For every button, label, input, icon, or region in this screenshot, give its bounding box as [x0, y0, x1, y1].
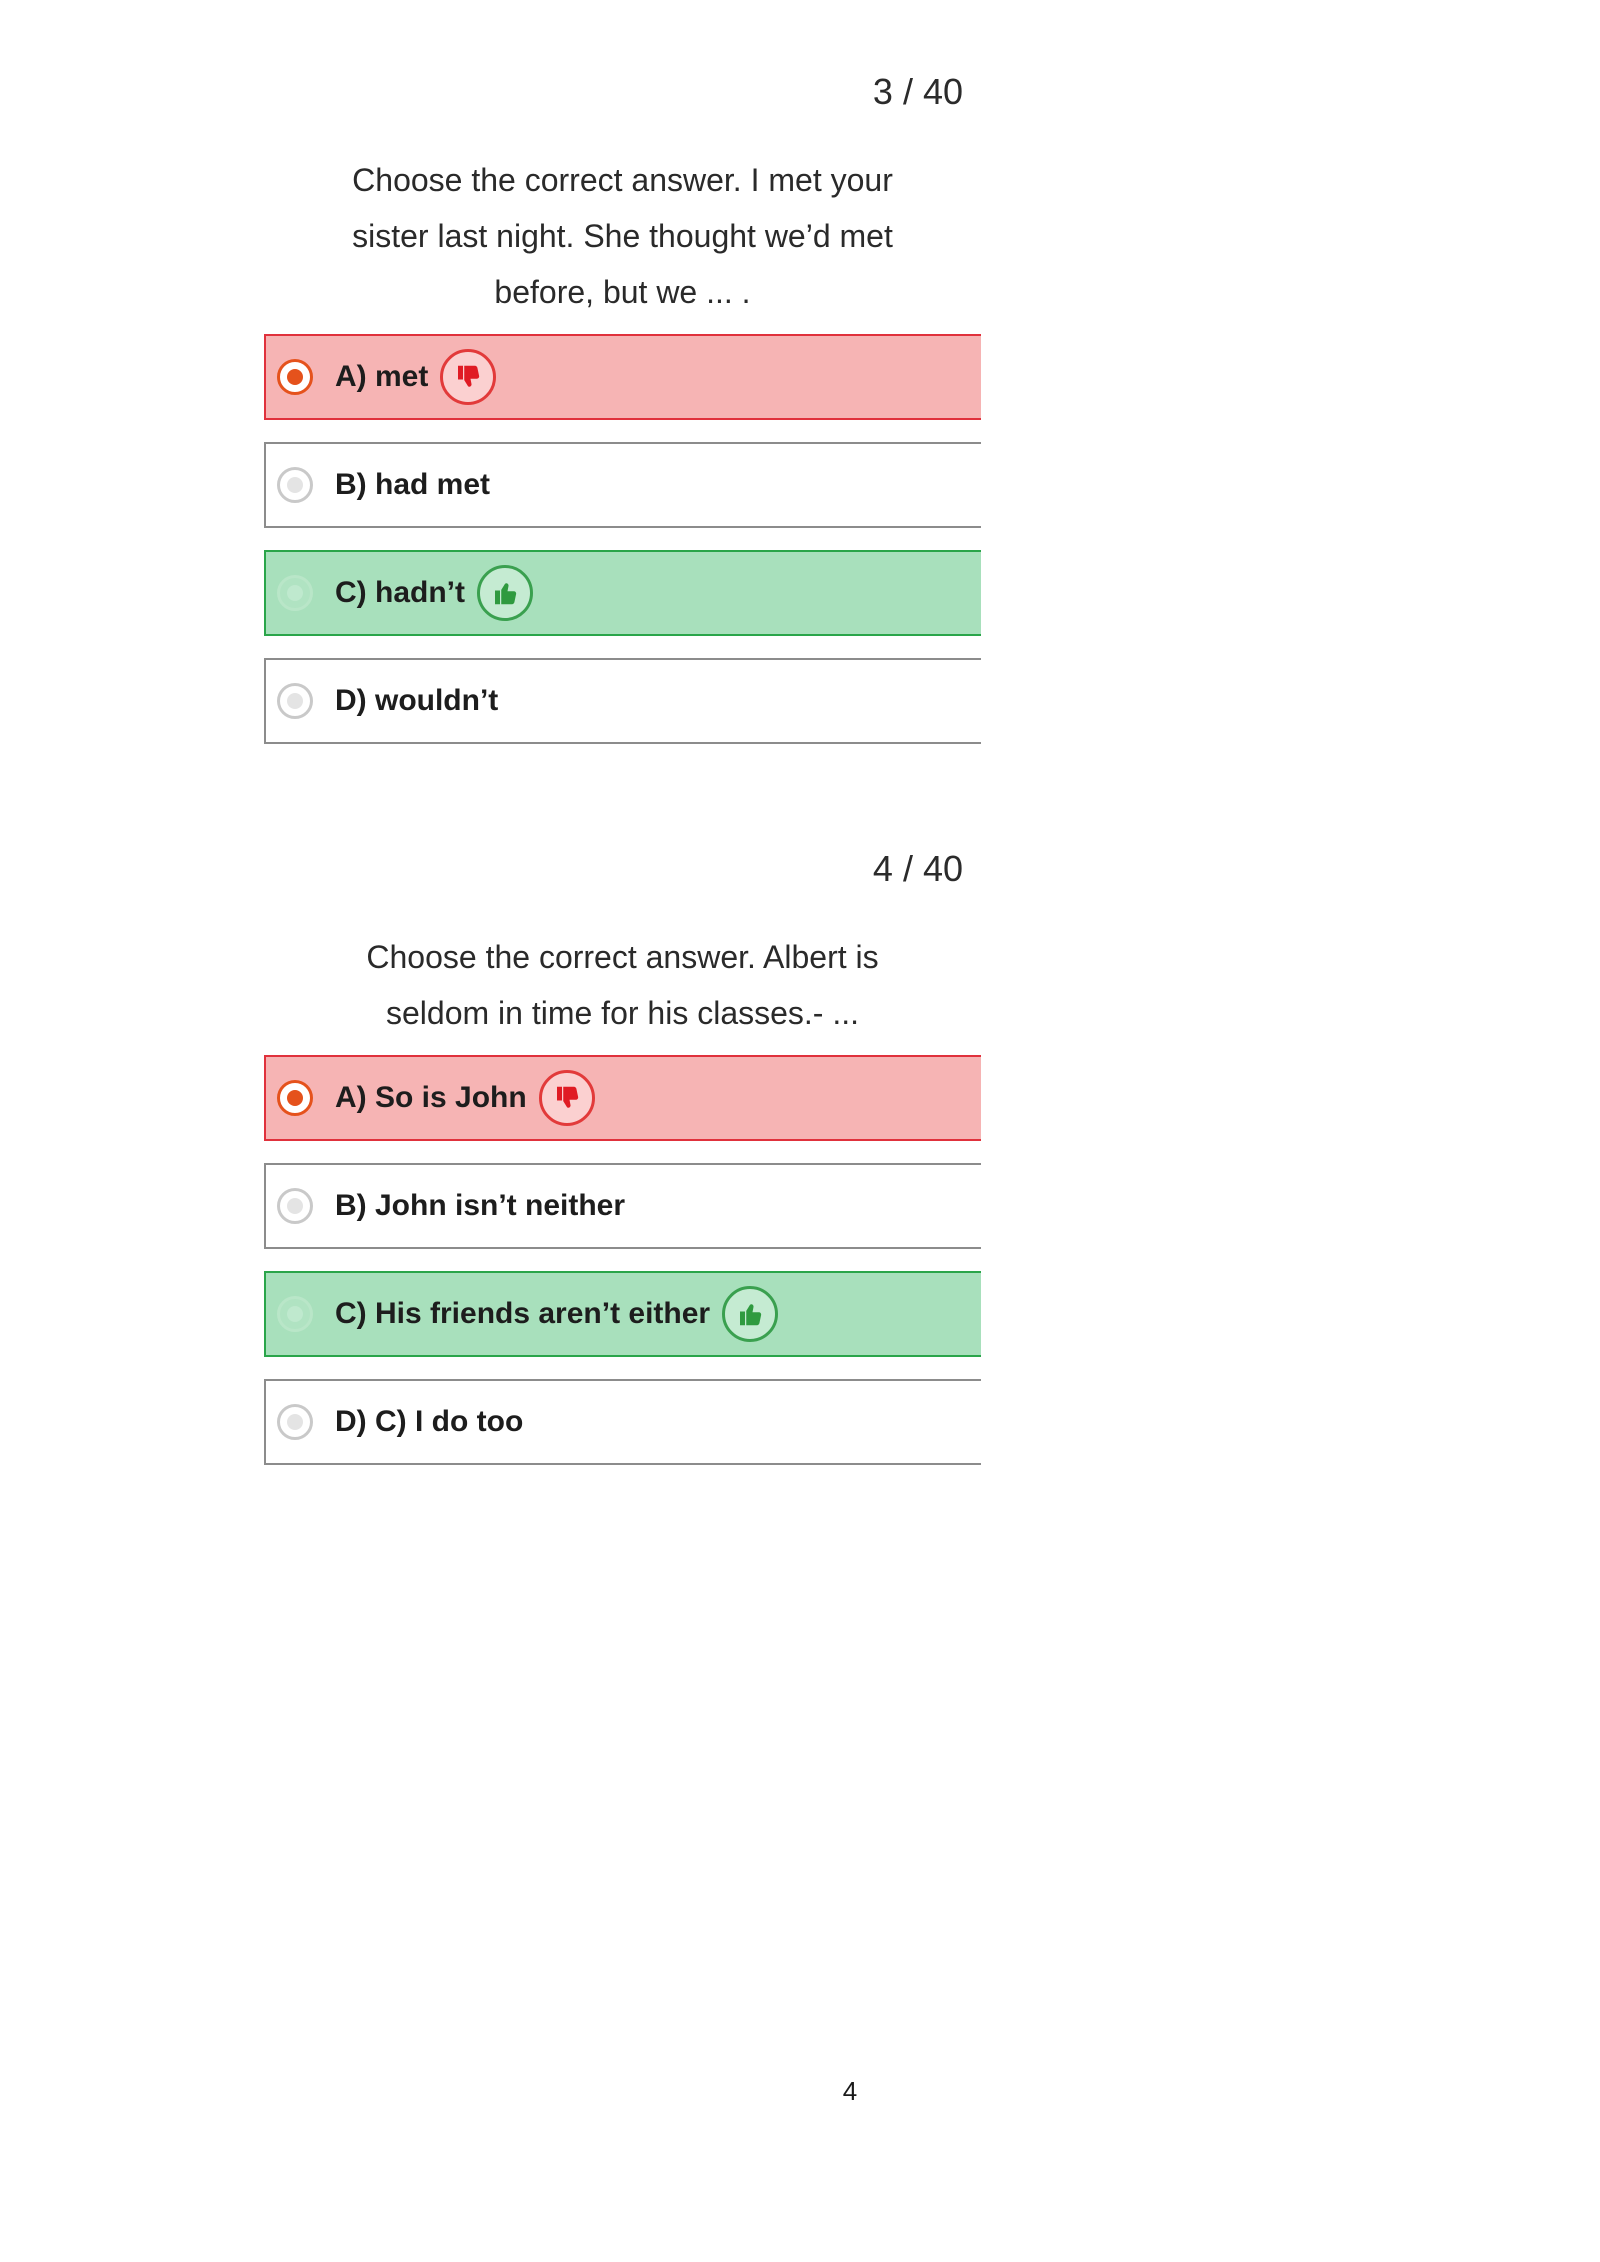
answer-label: A) So is John	[335, 1081, 527, 1114]
answer-option-b[interactable]	[264, 1163, 981, 1249]
radio-unselected-icon[interactable]	[277, 1188, 313, 1224]
answer-label: C) hadn’t	[335, 576, 465, 609]
thumbs-down-icon	[539, 1070, 595, 1126]
radio-selected-icon[interactable]	[277, 359, 313, 395]
answer-label: C) His friends aren’t either	[335, 1297, 711, 1330]
answer-option-d[interactable]	[264, 658, 981, 744]
page-number: 4	[842, 2076, 858, 2106]
answer-label: D) C) I do too	[335, 1405, 524, 1438]
answer-options	[264, 334, 981, 744]
question-block	[264, 847, 981, 1487]
answer-option-b[interactable]	[264, 442, 981, 528]
answer-label: B) John isn’t neither	[335, 1189, 626, 1222]
radio-unselected-icon[interactable]	[277, 1404, 313, 1440]
answer-label: A) met	[335, 360, 429, 393]
thumbs-down-icon	[440, 349, 496, 405]
radio-unselected-icon[interactable]	[277, 575, 313, 611]
answer-option-a[interactable]	[264, 1055, 981, 1141]
answer-option-c[interactable]	[264, 550, 981, 636]
question-block	[264, 70, 981, 766]
question-counter: 4 / 40	[872, 848, 963, 889]
answer-options	[264, 1055, 981, 1465]
question-counter: 3 / 40	[872, 71, 963, 112]
radio-unselected-icon[interactable]	[277, 683, 313, 719]
answer-label: B) had met	[335, 468, 491, 501]
answer-option-c[interactable]	[264, 1271, 981, 1357]
answer-option-a[interactable]	[264, 334, 981, 420]
radio-unselected-icon[interactable]	[277, 467, 313, 503]
thumbs-up-icon	[722, 1286, 778, 1342]
answer-label: D) wouldn’t	[335, 684, 499, 717]
thumbs-up-icon	[477, 565, 533, 621]
radio-selected-icon[interactable]	[277, 1080, 313, 1116]
question-prompt: Choose the correct answer. Albert is seldom in time for his classes.- ...	[366, 939, 879, 1031]
radio-unselected-icon[interactable]	[277, 1296, 313, 1332]
answer-option-d[interactable]	[264, 1379, 981, 1465]
question-prompt: Choose the correct answer. I met your sister last night. She thought we’d met before, but we ... .	[352, 162, 893, 310]
